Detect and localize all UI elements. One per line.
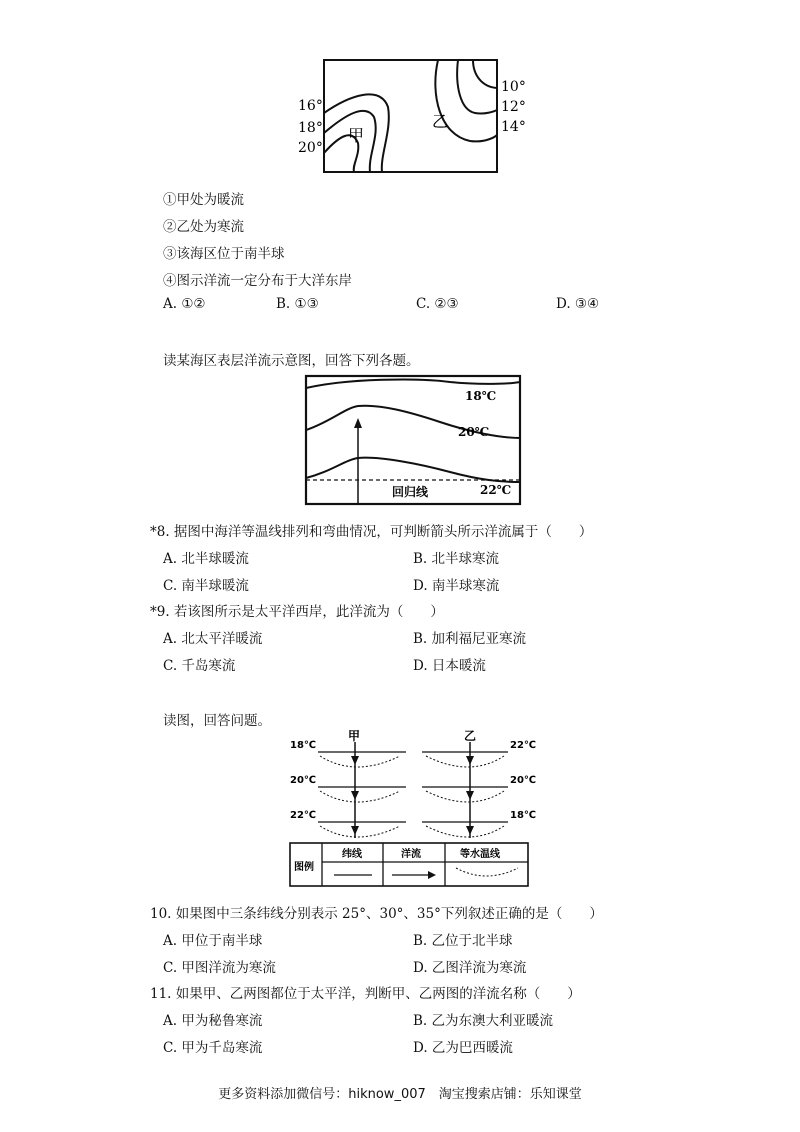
statement-2: ②乙处为寒流 [163,219,244,235]
q8-option-d[interactable]: D. 南半球寒流 [413,578,500,594]
fig3-yi-temp-1: 20℃ [510,775,537,786]
fig2-isotherm-20: 20℃ [458,425,490,439]
q9-option-a[interactable]: A. 北太平洋暖流 [163,631,263,647]
fig3-legend-latitude: 纬线 [342,849,362,860]
statement-4: ④图示洋流一定分布于大洋东岸 [163,273,352,289]
fig2-tropic-label: 回归线 [392,485,429,499]
fig3-legend-isotherm: 等水温线 [460,849,500,860]
fig1-label-left-2: 20° [298,140,323,156]
fig1-label-right-1: 12° [501,99,526,115]
fig1-label-left-0: 16° [298,98,323,114]
prev-option-d[interactable]: D. ③④ [556,296,600,312]
fig3-legend-current: 洋流 [401,849,421,860]
figure-isotherm-map-2 [300,372,532,510]
q10-option-a[interactable]: A. 甲位于南半球 [163,933,263,949]
prev-option-a[interactable]: A. ①② [163,296,206,312]
fig3-jia-temp-0: 18℃ [290,740,317,751]
statement-1: ①甲处为暖流 [163,192,244,208]
intro-2: 读某海区表层洋流示意图，回答下列各题。 [163,353,420,369]
fig3-title-yi: 乙 [464,729,477,743]
q11-option-a[interactable]: A. 甲为秘鲁寒流 [163,1013,263,1029]
fig1-label-left-1: 18° [298,120,323,136]
fig3-jia-temp-2: 22℃ [290,810,317,821]
fig3-yi-temp-0: 22℃ [510,740,537,751]
intro-3: 读图，回答问题。 [163,713,271,729]
fig1-label-right-2: 14° [501,119,526,135]
q8-option-a[interactable]: A. 北半球暖流 [163,551,249,567]
fig1-label-yi: 乙 [432,112,449,131]
fig1-label-jia: 甲 [348,126,365,145]
q11-stem: 11. 如果甲、乙两图都位于太平洋，判断甲、乙两图的洋流名称（ ） [150,986,581,1002]
fig3-jia-temp-1: 20℃ [290,775,317,786]
fig3-legend-title: 图例 [294,862,314,873]
page-footer: 更多资料添加微信号：hiknow_007 淘宝搜索店铺：乐知课堂 [218,1087,582,1102]
q9-option-d[interactable]: D. 日本暖流 [413,658,486,674]
q11-option-b[interactable]: B. 乙为东澳大利亚暖流 [413,1013,554,1029]
prev-option-b[interactable]: B. ①③ [276,296,319,312]
prev-option-c[interactable]: C. ②③ [416,296,459,312]
figure-isotherm-map-1 [290,55,540,180]
fig2-isotherm-22: 22℃ [480,483,512,497]
q10-option-c[interactable]: C. 甲图洋流为寒流 [163,960,276,976]
q10-option-b[interactable]: B. 乙位于北半球 [413,933,513,949]
fig1-label-right-0: 10° [501,79,526,95]
q9-option-c[interactable]: C. 千岛寒流 [163,658,236,674]
q9-option-b[interactable]: B. 加利福尼亚寒流 [413,631,527,647]
q8-stem: *8. 据图中海洋等温线排列和弯曲情况，可判断箭头所示洋流属于（ ） [150,524,593,540]
q11-option-c[interactable]: C. 甲为千岛寒流 [163,1040,263,1056]
fig3-yi-temp-2: 18℃ [510,810,537,821]
q10-stem: 10. 如果图中三条纬线分别表示 25°、30°、35°下列叙述正确的是（ ） [150,906,603,922]
figure-current-diagram [288,726,540,890]
q8-option-c[interactable]: C. 南半球暖流 [163,578,249,594]
fig3-title-jia: 甲 [348,729,361,743]
q10-option-d[interactable]: D. 乙图洋流为寒流 [413,960,527,976]
fig2-isotherm-18: 18℃ [465,389,497,403]
q9-stem: *9. 若该图所示是太平洋西岸，此洋流为（ ） [150,604,444,620]
q11-option-d[interactable]: D. 乙为巴西暖流 [413,1040,513,1056]
statement-3: ③该海区位于南半球 [163,246,285,262]
q8-option-b[interactable]: B. 北半球寒流 [413,551,500,567]
